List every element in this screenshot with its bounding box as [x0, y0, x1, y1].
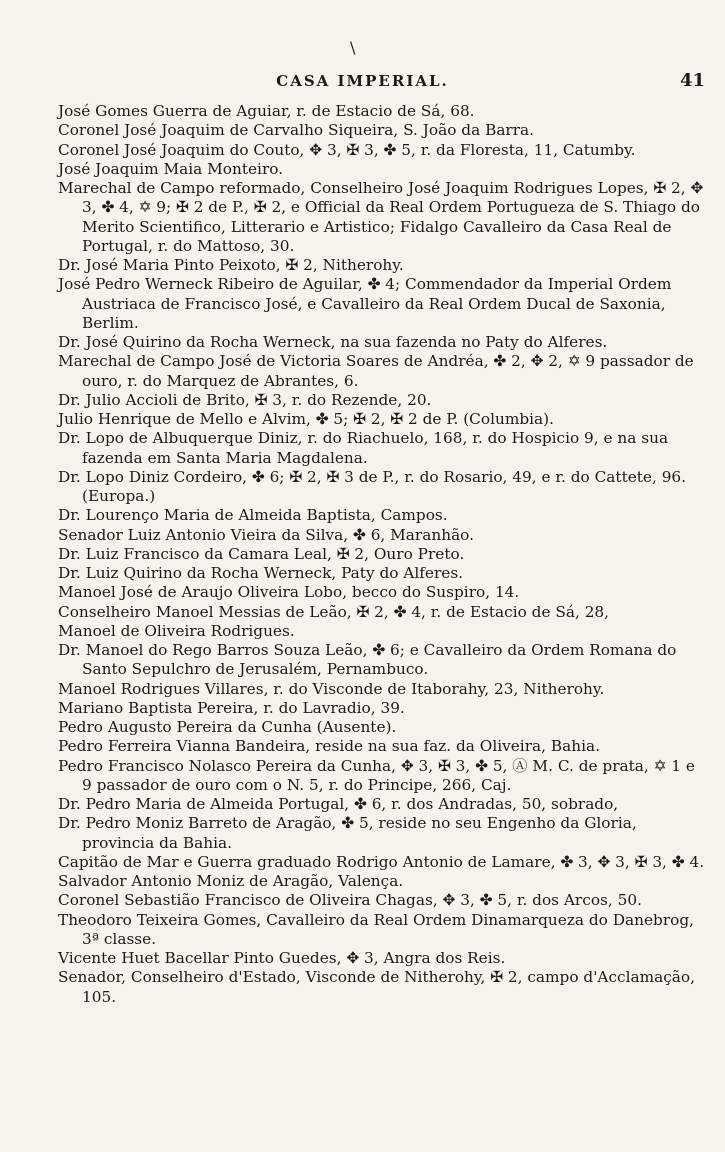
list-item: Dr. Julio Accioli de Brito, ✠ 3, r. do Rezende, 20.	[58, 390, 432, 409]
list-item: Manoel Rodrigues Villares, r. do Visconde de Itaborahy, 23, Nitherohy.	[58, 679, 605, 698]
list-item: Senador, Conselheiro d'Estado, Visconde de Nitherohy, ✠ 2, campo d'Acclamação, 105.	[58, 968, 695, 1006]
list-item: Dr. Luiz Quirino da Rocha Werneck, Paty do Alferes.	[58, 564, 464, 582]
list-item: Dr. José Maria Pinto Peixoto, ✠ 2, Nitherohy.	[58, 256, 404, 274]
list-item: Coronel José Joaquim de Carvalho Siqueira, S. João da Barra.	[58, 121, 535, 140]
list-item: Mariano Baptista Pereira, r. do Lavradio, 39.	[58, 698, 405, 717]
list-item: Dr. José Quirino da Rocha Werneck, na sua fazenda no Paty do Alferes.	[58, 333, 608, 351]
list-item: Marechal de Campo reformado, Conselheiro José Joaquim Rodrigues Lopes, ✠ 2, ✥ 3, ✤ 4, ✡ 9; ✠ 2 de P., ✠ 2, e Official da Real Ordem Portugueza de S. Thiago do Merito Scientifico, Litterario e Artistico; Fidalgo Cavalleiro da Casa Real de Portugal, r. do Mattoso, 30.	[58, 179, 704, 255]
list-item: Dr. Pedro Moniz Barreto de Aragão, ✤ 5, reside no seu Engenho da Gloria, provincia da Bahia.	[58, 814, 637, 852]
list-item: José Pedro Werneck Ribeiro de Aguilar, ✤ 4; Commendador da Imperial Ordem Austriaca de Francisco José, e Cavalleiro da Real Ordem Ducal de Saxonia, Berlim.	[58, 275, 672, 332]
entry-list	[58, 102, 708, 1007]
list-item: Vicente Huet Bacellar Pinto Guedes, ✥ 3, Angra dos Reis.	[58, 949, 506, 967]
list-item: Pedro Francisco Nolasco Pereira da Cunha, ✥ 3, ✠ 3, ✤ 5, Ⓐ M. C. de prata, ✡ 1 e 9 passador de ouro com o N. 5, r. do Principe, 266, Caj.	[58, 756, 695, 794]
list-item: Pedro Augusto Pereira da Cunha (Ausente).	[58, 718, 397, 736]
page-header	[0, 70, 725, 96]
list-item: Dr. Lopo de Albuquerque Diniz, r. do Riachuelo, 168, r. do Hospicio 9, e na sua fazenda em Santa Maria Magdalena.	[58, 429, 669, 467]
list-item: Dr. Pedro Maria de Almeida Portugal, ✤ 6, r. dos Andradas, 50, sobrado,	[58, 795, 619, 813]
page-title: CASA IMPERIAL.	[276, 72, 449, 90]
list-item: Dr. Manoel do Rego Barros Souza Leão, ✤ 6; e Cavalleiro da Ordem Romana do Santo Sepulchro de Jerusalém, Pernambuco.	[58, 641, 677, 679]
top-mark: \	[350, 38, 356, 57]
list-item: Dr. Lopo Diniz Cordeiro, ✤ 6; ✠ 2, ✠ 3 de P., r. do Rosario, 49, e r. do Cattete, 96. (Europa.)	[58, 467, 687, 505]
list-item: Coronel José Joaquim do Couto, ✥ 3, ✠ 3, ✤ 5, r. da Floresta, 11, Catumby.	[58, 140, 636, 159]
page-number: 41	[679, 70, 705, 91]
list-item: Theodoro Teixeira Gomes, Cavalleiro da Real Ordem Dinamarqueza do Danebrog, 3ª classe.	[58, 910, 695, 948]
list-item: Salvador Antonio Moniz de Aragão, Valença.	[58, 872, 404, 890]
list-item: Capitão de Mar e Guerra graduado Rodrigo Antonio de Lamare, ✤ 3, ✥ 3, ✠ 3, ✤ 4.	[58, 852, 705, 871]
list-item: José Gomes Guerra de Aguiar, r. de Estacio de Sá, 68.	[58, 102, 475, 120]
list-item: Coronel Sebastião Francisco de Oliveira Chagas, ✥ 3, ✤ 5, r. dos Arcos, 50.	[58, 891, 642, 910]
list-item: Dr. Lourenço Maria de Almeida Baptista, Campos.	[58, 506, 448, 525]
list-item: Conselheiro Manoel Messias de Leão, ✠ 2, ✤ 4, r. de Estacio de Sá, 28,	[58, 602, 610, 621]
list-item: Julio Henrique de Mello e Alvim, ✤ 5; ✠ 2, ✠ 2 de P. (Columbia).	[58, 410, 554, 428]
list-item: Manoel José de Araujo Oliveira Lobo, becco do Suspiro, 14.	[58, 583, 520, 602]
list-item: Senador Luiz Antonio Vieira da Silva, ✤ 6, Maranhão.	[58, 525, 474, 544]
list-item: Dr. Luiz Francisco da Camara Leal, ✠ 2, Ouro Preto.	[58, 544, 465, 563]
list-item: Marechal de Campo José de Victoria Soares de Andréa, ✤ 2, ✥ 2, ✡ 9 passador de ouro, r. do Marquez de Abrantes, 6.	[58, 352, 694, 390]
list-item: Pedro Ferreira Vianna Bandeira, reside na sua faz. da Oliveira, Bahia.	[58, 737, 600, 756]
list-item: José Joaquim Maia Monteiro.	[58, 159, 284, 178]
list-item: Manoel de Oliveira Rodrigues.	[58, 621, 295, 640]
